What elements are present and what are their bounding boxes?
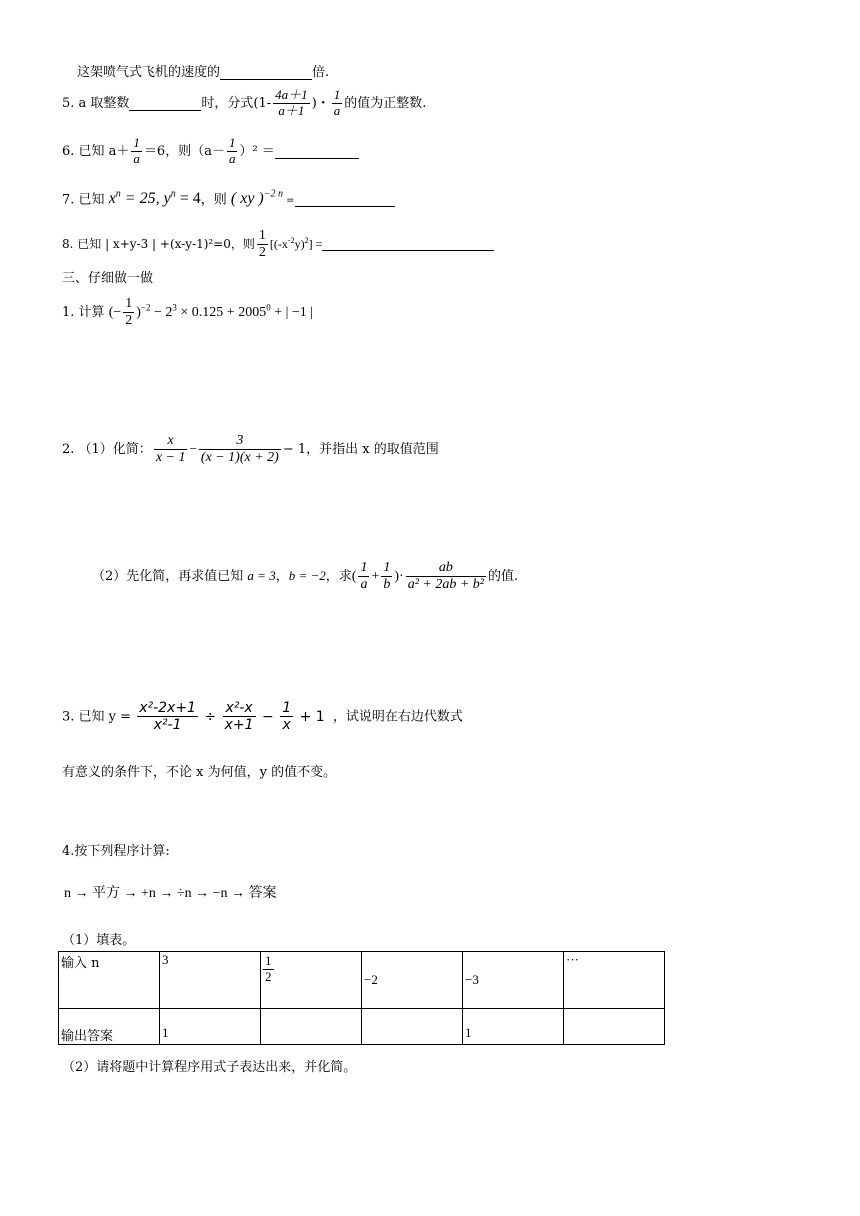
- question-7: [62, 190, 395, 207]
- q7-given: $x^n = 25$, $y^n = 4$: [108, 189, 201, 208]
- q6-suffix: ）² ＝: [239, 143, 275, 159]
- table-row-input: [59, 952, 665, 1009]
- q8-fraction: $\frac{1}{2}$: [258, 228, 266, 261]
- q7-then: ，则: [200, 192, 227, 208]
- q7-prefix: 7. 已知: [62, 192, 105, 208]
- q5-dot: )・: [311, 95, 330, 111]
- problem-2-part-1: [62, 433, 439, 466]
- q6-fraction-1: $\frac{1}{a}$: [133, 135, 140, 166]
- q8-prefix: 8. 已知 | x+y-3 | +(x-y-1)²=0，则: [62, 237, 255, 252]
- p1-prefix: 1. 计算: [62, 304, 105, 320]
- p3-prefix: 3. 已知 y =: [62, 709, 132, 725]
- q6-prefix: 6. 已知 a＋: [62, 143, 130, 159]
- p2a-fraction-1: $\frac{x}{x - 1}$: [155, 433, 186, 466]
- table-cell: −3: [463, 952, 564, 1009]
- q6-mid: ＝6，则（a－: [143, 143, 225, 159]
- table-row-output: [59, 1009, 665, 1045]
- question-5: [62, 88, 426, 119]
- q4-tail-after: 倍.: [312, 65, 330, 80]
- p2b-ask: ，求: [325, 568, 352, 584]
- q5-answer-blank: [129, 97, 201, 111]
- q7-target: ( xy )$^{-2 n}$: [230, 189, 283, 208]
- p2b-expression: ( $\frac{1}{a}$ + $\frac{1}{b}$ )· $\frac{ab}{\text{a² + 2ab + b²}}$: [351, 560, 484, 593]
- p2b-separator: ，: [275, 568, 289, 584]
- answer-table: [58, 951, 665, 1045]
- q4-answer-blank: [220, 66, 312, 80]
- q7-answer-blank: [295, 193, 395, 207]
- p1-expression: (− $\frac{1}{2}$ )$^{-2} - 2^3 \times 0.125 + 2005^0$ + | −1 |: [108, 296, 314, 329]
- table-cell: $\frac{1}{2}$: [261, 952, 362, 1009]
- p2a-fraction-2: $\frac{3}{(x - 1)(x + 2)}$: [200, 433, 279, 466]
- problem-1: [62, 296, 313, 329]
- p2b-a-value: a = 3: [247, 567, 276, 583]
- q8-expression: $[(-x^{-2}y)^2]$ =: [269, 236, 323, 252]
- problem-4-title: 4.按下列程序计算:: [62, 844, 170, 859]
- p3-suffix: ，试说明在右边代数式: [332, 709, 463, 725]
- problem-4-sub-1: （1）填表。: [62, 933, 136, 948]
- q8-answer-blank: [322, 238, 494, 251]
- table-cell: [362, 1009, 463, 1045]
- table-cell: [564, 1009, 665, 1045]
- q5-mid: 时，分式(1-: [201, 95, 272, 111]
- p2b-b-value: b = −2: [288, 567, 326, 583]
- table-cell-label: 输入 n: [59, 952, 160, 1009]
- q5-suffix: 的值为正整数.: [344, 95, 427, 111]
- p2a-suffix: − 1，并指出 x 的取值范围: [282, 442, 439, 458]
- problem-2-part-2: [92, 560, 518, 593]
- table-cell: 1: [160, 1009, 261, 1045]
- problem-3: [62, 700, 463, 733]
- q5-prefix: 5. a 取整数: [62, 95, 130, 111]
- problem-4-sub-2: （2）请将题中计算程序用式子表达出来，并化简。: [62, 1060, 357, 1075]
- question-8: [62, 228, 494, 261]
- q4-tail-line: [77, 66, 329, 80]
- p2b-suffix: 的值.: [487, 568, 519, 584]
- q5-fraction-2: $\frac{1}{a}$: [333, 87, 341, 118]
- problem-4-flow: n → 平方 → +n → ÷n → −n → 答案: [64, 886, 277, 901]
- q6-fraction-2: $\frac{1}{a}$: [228, 135, 236, 166]
- p3-expression: $\frac{\text{x²-2x+1}}{\text{x²-1}}$ ÷ $\frac{\text{x²-x}}{x+1}$ − $\frac{1}{x}$ + 1: [139, 700, 325, 734]
- q4-tail-text: 这架喷气式飞机的速度的: [77, 65, 221, 80]
- p2a-minus: −: [189, 441, 197, 457]
- p2b-prefix: （2）先化简，再求值已知: [92, 568, 244, 584]
- table-cell: ···: [564, 952, 665, 1009]
- q5-fraction-1: $\frac{4a+1}{a+1}$: [275, 87, 308, 118]
- table-cell: 1: [463, 1009, 564, 1045]
- section-3-heading: 三、仔细做一做: [62, 271, 154, 286]
- table-cell: 3: [160, 952, 261, 1009]
- table-cell-label: 输出答案: [59, 1009, 160, 1045]
- question-6: [62, 136, 359, 167]
- table-cell: [261, 1009, 362, 1045]
- problem-3-line-2: 有意义的条件下，不论 x 为何值，y 的值不变。: [62, 765, 337, 780]
- table-cell: −2: [362, 952, 463, 1009]
- p2a-prefix: 2. （1）化简：: [62, 442, 152, 458]
- q7-equals: =: [283, 195, 295, 207]
- q6-answer-blank: [275, 145, 359, 159]
